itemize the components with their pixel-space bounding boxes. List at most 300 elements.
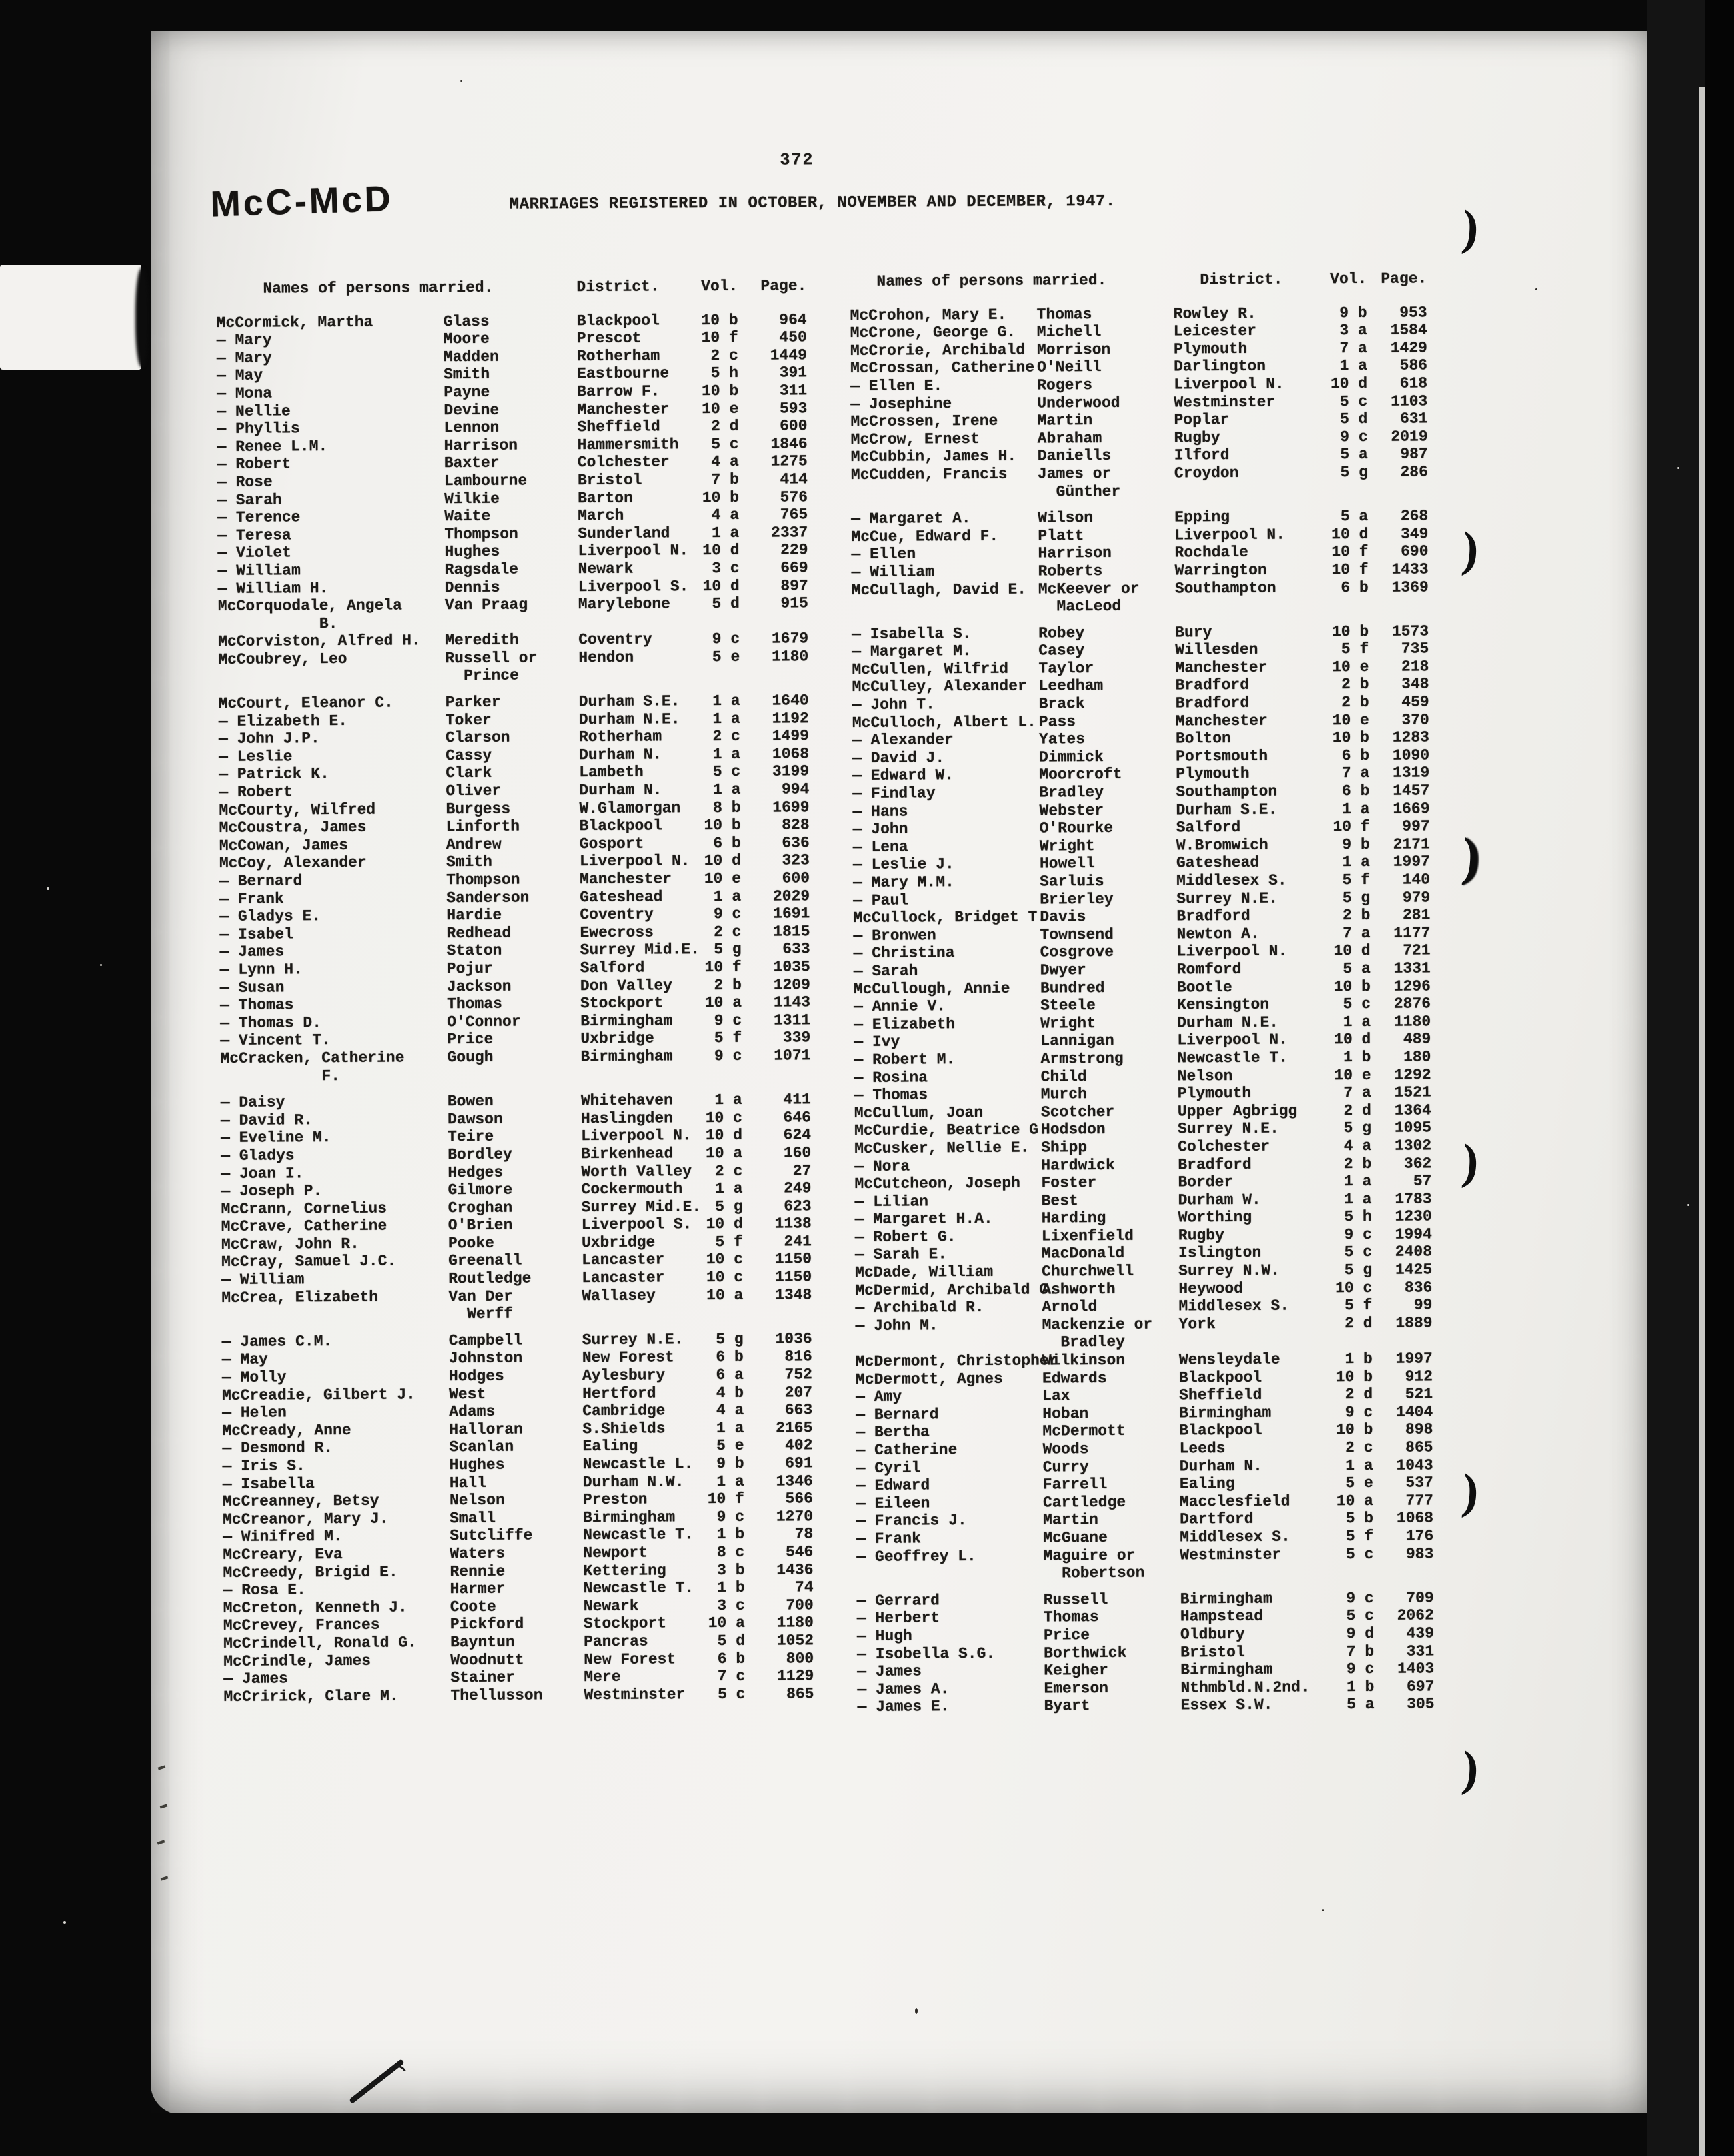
vol-cell: 1 b: [717, 1578, 745, 1597]
district-cell: Sheffield: [1179, 1386, 1262, 1404]
spouse-cell: Thomas: [446, 995, 502, 1013]
spouse-cell: Devine: [444, 401, 500, 419]
name-cell: — Catherine: [856, 1441, 958, 1459]
name-cell: — Patrick K.: [219, 765, 329, 784]
district-cell: Heywood: [1178, 1279, 1243, 1298]
district-cell: Romford: [1176, 960, 1242, 979]
name-cell: — Frank: [219, 890, 284, 908]
vol-cell: 10 f: [701, 329, 738, 347]
table-row: [855, 1314, 1442, 1353]
district-cell: Blackpool: [579, 817, 662, 835]
name-cell: McCorquodale, Angela B.: [217, 596, 403, 633]
page-cell: 74: [794, 1578, 814, 1596]
name-cell: — Edward: [856, 1476, 930, 1495]
page-cell: 765: [780, 506, 808, 524]
vol-cell: 10 d: [1330, 374, 1368, 393]
name-cell: — Hans: [852, 802, 908, 821]
district-cell: Mere: [584, 1668, 621, 1686]
vol-cell: 9 b: [716, 1454, 744, 1473]
name-cell: — William H.: [217, 579, 329, 598]
district-cell: March: [578, 506, 624, 525]
page-cell: 777: [1405, 1492, 1434, 1510]
page-cell: 1270: [776, 1508, 814, 1526]
page-cell: 721: [1403, 941, 1431, 960]
district-cell: Rugby: [1178, 1226, 1224, 1245]
page-cell: 229: [780, 541, 808, 559]
vol-cell: 2 d: [711, 418, 739, 436]
vol-cell: 1 a: [712, 692, 740, 710]
name-cell: — Rosa E.: [223, 1581, 306, 1600]
vol-cell: 6 b: [1341, 746, 1370, 764]
page-cell: 1846: [770, 435, 808, 453]
name-cell: — Robert: [217, 455, 291, 474]
name-cell: — Robert G.: [854, 1228, 956, 1246]
table-row: [852, 578, 1439, 617]
page-cell: 1302: [1394, 1137, 1432, 1155]
name-cell: — Archibald R.: [855, 1299, 984, 1317]
vol-cell: 5 h: [1344, 1208, 1372, 1226]
spouse-cell: Hall: [449, 1474, 487, 1492]
page-cell: 2408: [1395, 1243, 1433, 1261]
table-row: [856, 1545, 1443, 1584]
spouse-cell: Arnold: [1042, 1298, 1098, 1316]
spouse-cell: Routledge: [448, 1269, 532, 1288]
spouse-cell: Van Der Werff: [448, 1287, 514, 1323]
index-column-right: [850, 270, 1444, 1716]
page-cell: 2337: [771, 524, 808, 542]
name-cell: McCready, Anne: [222, 1421, 351, 1440]
vol-cell: 10 e: [1332, 658, 1369, 676]
vol-cell: 9 b: [1339, 304, 1367, 322]
name-cell: McCourty, Wilfred: [219, 800, 376, 819]
name-cell: — Margaret M.: [852, 642, 972, 661]
district-cell: Dartford: [1180, 1510, 1254, 1528]
vol-cell: 9 c: [1346, 1660, 1375, 1678]
district-cell: Willesden: [1175, 641, 1258, 659]
spouse-cell: Pass: [1038, 712, 1076, 731]
district-cell: Bootle: [1176, 978, 1232, 996]
district-cell: Cambridge: [582, 1402, 666, 1420]
spouse-cell: Scotcher: [1040, 1103, 1115, 1121]
vol-cell: 4 a: [711, 506, 740, 524]
spouse-cell: Andrew: [446, 835, 502, 853]
vol-cell: 5 f: [1345, 1527, 1374, 1546]
vol-cell: 5 g: [715, 1197, 743, 1215]
vol-cell: 2 c: [710, 346, 739, 364]
district-cell: Manchester: [1175, 658, 1268, 677]
name-cell: McCrann, Cornelius: [221, 1199, 387, 1218]
name-cell: McCullum, Joan: [854, 1103, 984, 1122]
spouse-cell: Hughes: [444, 543, 500, 561]
page-cell: 339: [782, 1029, 811, 1047]
vol-cell: 2 c: [714, 1162, 743, 1180]
dust-speck: [63, 1921, 66, 1924]
name-cell: McCulley, Alexander: [852, 678, 1027, 696]
name-cell: — Margaret H.A.: [854, 1210, 993, 1229]
table-row: [223, 1685, 824, 1706]
district-cell: Colchester: [1178, 1137, 1270, 1156]
page-cell: 1449: [770, 346, 808, 364]
vol-cell: 10 b: [701, 382, 739, 400]
page-cell: 2062: [1397, 1606, 1434, 1625]
vol-cell: 7 a: [1343, 1084, 1371, 1102]
vol-cell: 7 a: [1339, 339, 1367, 357]
district-cell: Westminster: [1174, 393, 1276, 412]
spouse-cell: Pooke: [448, 1234, 494, 1253]
name-cell: — Mona: [217, 384, 273, 402]
vol-cell: 10 d: [702, 542, 740, 560]
vol-cell: 5 c: [1345, 1545, 1374, 1563]
name-cell: — Bronwen: [853, 927, 936, 945]
name-cell: McCoubrey, Leo: [218, 650, 347, 668]
vol-cell: 1 a: [1343, 1013, 1371, 1031]
district-cell: Newcastle T.: [583, 1579, 694, 1598]
district-cell: Wensleydale: [1178, 1350, 1280, 1369]
spouse-cell: Small: [449, 1509, 496, 1527]
page-cell: 1404: [1395, 1403, 1433, 1421]
vol-cell: 5 c: [1346, 1607, 1374, 1625]
page-cell: 1192: [772, 709, 809, 728]
page-cell: 697: [1406, 1678, 1435, 1696]
district-cell: Bradford: [1175, 676, 1250, 694]
vol-cell: 5 a: [1340, 446, 1368, 464]
name-cell: McDermott, Agnes: [855, 1370, 1003, 1388]
spouse-cell: Edwards: [1042, 1369, 1107, 1388]
district-cell: York: [1178, 1315, 1216, 1333]
page-cell: 800: [786, 1649, 814, 1668]
name-cell: McCreedy, Brigid E.: [223, 1563, 398, 1582]
vol-cell: 3 b: [716, 1561, 745, 1579]
spouse-cell: Price: [447, 1031, 494, 1049]
vol-cell: 10 b: [701, 311, 738, 329]
spouse-cell: Pojur: [446, 959, 493, 978]
vol-cell: 5 e: [716, 1437, 744, 1455]
vol-cell: 5 d: [717, 1632, 746, 1650]
page-cell: 593: [779, 399, 808, 418]
vol-cell: 8 b: [713, 798, 741, 817]
name-cell: — Eileen: [856, 1494, 930, 1512]
name-cell: — Isobella S.G.: [857, 1644, 996, 1663]
district-cell: Bury: [1175, 623, 1212, 642]
page-cell: 323: [782, 851, 810, 869]
name-cell: McCubbin, James H.: [850, 448, 1017, 466]
name-cell: — Lynn H.: [219, 961, 303, 979]
name-cell: — Elizabeth: [854, 1015, 956, 1033]
vol-cell: 1 a: [1342, 800, 1370, 818]
page-cell: 402: [785, 1436, 813, 1454]
spouse-cell: Lannigan: [1040, 1032, 1114, 1050]
district-cell: Macclesfield: [1179, 1492, 1290, 1511]
name-cell: — Mary: [216, 331, 272, 350]
name-cell: McCreanor, Mary J.: [223, 1510, 389, 1528]
page-cell: 2876: [1393, 995, 1431, 1013]
district-cell: Newark: [578, 560, 634, 578]
ink-speck: [1535, 288, 1537, 290]
spouse-cell: Dimmick: [1039, 748, 1104, 766]
vol-cell: 8 c: [716, 1543, 745, 1562]
name-cell: McCourt, Eleanor C.: [218, 694, 393, 713]
district-cell: Uxbridge: [581, 1233, 656, 1251]
name-cell: — Helen: [222, 1404, 287, 1422]
name-cell: — Ivy: [854, 1033, 900, 1051]
spouse-cell: Brierley: [1040, 890, 1114, 909]
page-cell: 1129: [777, 1667, 814, 1685]
name-cell: — William: [851, 563, 934, 581]
header-spacer: [443, 278, 576, 297]
page-cell: 1043: [1396, 1456, 1433, 1474]
spouse-cell: Lambourne: [444, 472, 528, 490]
name-cell: McCullen, Wilfrid: [852, 660, 1009, 678]
name-cell: McCreton, Kenneth J.: [223, 1598, 407, 1617]
name-cell: — Mary: [216, 349, 272, 367]
page-cell: 1369: [1391, 578, 1429, 596]
spouse-cell: Coote: [450, 1598, 496, 1616]
name-cell: McCrindle, James: [223, 1652, 371, 1670]
vol-cell: 10 c: [705, 1109, 742, 1127]
spouse-cell: Casey: [1038, 642, 1085, 660]
vol-cell: 10 d: [704, 852, 741, 870]
spouse-cell: Bowen: [447, 1092, 494, 1111]
district-cell: Blackpool: [1178, 1368, 1262, 1387]
district-cell: Portsmouth: [1176, 747, 1268, 766]
district-cell: Leicester: [1173, 322, 1257, 340]
district-cell: Liverpool N.: [1174, 526, 1286, 544]
page-cell: 348: [1401, 675, 1429, 694]
column-header: [216, 277, 816, 298]
column-header: [850, 270, 1437, 290]
page-cell: 78: [794, 1525, 814, 1543]
page-cell: 2171: [1393, 835, 1430, 853]
vol-cell: 1 a: [1343, 1173, 1372, 1191]
page-cell: 964: [779, 310, 807, 329]
name-cell: — Rosina: [854, 1068, 928, 1087]
vol-cell: 9 c: [716, 1508, 745, 1526]
name-cell: McCullagh, David E.: [851, 580, 1027, 599]
page-cell: 983: [1405, 1544, 1434, 1563]
name-cell: McDade, William: [855, 1263, 994, 1282]
header-page: Page.: [760, 277, 807, 295]
spouse-cell: Hedges: [448, 1163, 504, 1181]
name-cell: — Desmond R.: [222, 1439, 333, 1458]
page-cell: 331: [1406, 1642, 1435, 1660]
name-cell: — Vincent T.: [220, 1031, 331, 1050]
district-cell: Birmingham: [580, 1047, 673, 1066]
spouse-cell: O'Neill: [1036, 358, 1102, 376]
page-cell: 623: [784, 1197, 812, 1215]
spouse-cell: Robey: [1038, 624, 1085, 642]
header-vol: Vol.: [1330, 270, 1367, 288]
page-cell: 828: [782, 816, 810, 834]
district-cell: Cockermouth: [581, 1180, 683, 1199]
page-cell: 1180: [1393, 1013, 1431, 1031]
vol-cell: 9 c: [1346, 1589, 1374, 1607]
spouse-cell: Hodsdon: [1040, 1121, 1106, 1139]
district-cell: S.Shields: [582, 1420, 666, 1438]
page-cell: 1150: [774, 1268, 812, 1286]
vol-cell: 10 c: [706, 1268, 744, 1287]
spouse-cell: Wilkinson: [1042, 1351, 1126, 1370]
district-cell: Lancaster: [581, 1251, 665, 1269]
spouse-cell: Moorcroft: [1039, 766, 1122, 784]
vol-cell: 1 a: [1342, 853, 1371, 871]
table-row: [857, 1696, 1444, 1716]
name-cell: — Thomas: [854, 1086, 928, 1105]
spouse-cell: Thellusson: [450, 1686, 543, 1704]
name-cell: — Thomas: [219, 996, 294, 1015]
name-cell: McCririck, Clare M.: [223, 1687, 399, 1706]
vol-cell: 7 a: [1343, 924, 1371, 942]
spouse-cell: Murch: [1040, 1085, 1087, 1103]
name-cell: — Leslie: [219, 748, 293, 766]
vol-cell: 10 b: [1335, 1368, 1373, 1386]
spouse-cell: McDermott: [1042, 1422, 1126, 1440]
district-cell: Ilford: [1174, 446, 1230, 464]
vol-cell: 5 d: [712, 594, 740, 613]
page-cell: 391: [779, 364, 808, 382]
spouse-cell: Bradley: [1039, 784, 1104, 802]
name-cell: McCudden, Francis: [850, 465, 1008, 484]
page-cell: 735: [1401, 640, 1429, 658]
district-cell: Birkenhead: [581, 1145, 674, 1163]
vol-cell: 3 c: [712, 559, 740, 577]
page-cell: 618: [1399, 374, 1428, 392]
spouse-cell: Bordley: [448, 1145, 512, 1164]
header-district: District.: [576, 278, 660, 296]
vol-cell: 2 c: [1345, 1438, 1373, 1457]
dust-speck: [1677, 467, 1679, 469]
district-cell: Kensington: [1176, 995, 1270, 1014]
vol-cell: 10 f: [704, 958, 742, 977]
name-cell: — Robert M.: [854, 1051, 956, 1069]
spouse-cell: Shipp: [1041, 1139, 1088, 1157]
name-cell: McCray, Samuel J.C.: [221, 1253, 397, 1271]
page-cell: 1071: [774, 1047, 811, 1065]
name-cell: McCrea, Elizabeth: [221, 1288, 379, 1307]
vol-cell: 5 f: [1344, 1297, 1373, 1315]
district-cell: Hampstead: [1180, 1608, 1264, 1626]
spouse-cell: Bayntun: [450, 1633, 515, 1652]
district-cell: Hammersmith: [577, 436, 679, 454]
district-cell: Uxbridge: [580, 1029, 654, 1048]
vol-cell: 2 d: [1345, 1314, 1373, 1332]
name-cell: McCreanney, Betsy: [222, 1492, 379, 1511]
spouse-cell: McKeever or MacLeod: [1038, 580, 1140, 616]
header-names: Names of persons married.: [876, 271, 1107, 290]
vol-cell: 3 c: [717, 1596, 745, 1614]
name-cell: — Gerrard: [856, 1592, 940, 1610]
district-cell: Surrey N.E.: [582, 1331, 684, 1349]
vol-cell: 1 a: [714, 1091, 742, 1109]
name-cell: — David J.: [852, 749, 945, 767]
page-cell: 1275: [770, 452, 808, 470]
vol-cell: 5 a: [1347, 1696, 1375, 1714]
name-cell: McCurdie, Beatrice G.: [854, 1121, 1048, 1140]
page-cell: 631: [1399, 410, 1428, 428]
vol-cell: 2 d: [1343, 1101, 1371, 1119]
district-cell: Sheffield: [577, 418, 660, 436]
page-cell: 700: [786, 1596, 814, 1614]
district-cell: Liverpool N.: [1176, 942, 1288, 961]
page-cell: 1499: [772, 727, 810, 745]
district-cell: Don Valley: [580, 976, 672, 995]
vol-cell: 6 b: [1341, 782, 1370, 800]
spouse-cell: Moore: [443, 330, 490, 348]
vol-cell: 5 g: [1342, 889, 1371, 907]
vol-cell: 4 a: [716, 1402, 744, 1420]
name-cell: — Robert: [219, 783, 293, 801]
vol-cell: 10 b: [702, 488, 740, 506]
page-cell: 865: [786, 1685, 814, 1703]
district-cell: Newcastle T.: [1177, 1049, 1288, 1067]
district-cell: Ealing: [1179, 1475, 1235, 1493]
spouse-cell: Armstrong: [1040, 1049, 1124, 1068]
name-cell: McCreadie, Gilbert J.: [222, 1386, 416, 1404]
vol-cell: 10 f: [1331, 543, 1369, 561]
district-cell: Durham N.: [1179, 1457, 1262, 1476]
vol-cell: 9 c: [1344, 1225, 1372, 1244]
spouse-cell: Farrell: [1042, 1476, 1108, 1494]
vol-cell: 5 g: [714, 941, 742, 959]
name-cell: — Joan I.: [221, 1164, 304, 1183]
header-vol: Vol.: [701, 277, 738, 296]
spouse-cell: Redhead: [446, 924, 512, 942]
name-cell: — Sarah: [853, 962, 918, 980]
name-cell: — Phyllis: [217, 420, 300, 438]
page-cell: 349: [1400, 525, 1429, 543]
page-cell: 646: [783, 1109, 811, 1127]
vol-cell: 5 f: [1342, 871, 1371, 889]
district-cell: Southampton: [1176, 782, 1278, 801]
table-row: [851, 463, 1438, 502]
page-cell: 1429: [1390, 339, 1427, 357]
spouse-cell: Taylor: [1038, 659, 1094, 678]
district-cell: Haslingden: [580, 1109, 674, 1127]
district-cell: Gateshead: [580, 888, 663, 906]
page-cell: 2029: [772, 887, 810, 905]
spouse-cell: Platt: [1038, 526, 1084, 545]
page-cell: 636: [782, 834, 810, 852]
spouse-cell: Dennis: [444, 578, 500, 596]
vol-cell: 4 a: [1343, 1137, 1372, 1155]
district-cell: Liverpool S.: [578, 577, 689, 596]
district-cell: Aylesbury: [582, 1366, 666, 1385]
name-cell: — Teresa: [217, 526, 291, 544]
spouse-cell: Clark: [446, 764, 492, 782]
spouse-cell: Leedham: [1038, 677, 1104, 695]
spouse-cell: Glass: [443, 312, 490, 330]
dust-speck: [100, 964, 102, 966]
spouse-cell: Sarluis: [1040, 873, 1104, 891]
dust-speck: [47, 887, 49, 890]
district-cell: Stockport: [583, 1614, 667, 1633]
page-cell: 624: [783, 1126, 812, 1144]
name-cell: — Violet: [217, 544, 291, 562]
name-cell: — Ellen: [851, 545, 916, 564]
district-cell: Liverpool N.: [1177, 1031, 1288, 1049]
name-cell: McCrow, Ernest: [850, 430, 980, 448]
vol-cell: 10 c: [1335, 1279, 1373, 1297]
vol-cell: 5 h: [710, 364, 739, 382]
district-cell: Salford: [1176, 819, 1241, 837]
district-cell: Epping: [1174, 508, 1230, 526]
vol-cell: 7 a: [1341, 764, 1370, 782]
spouse-cell: MacDonald: [1041, 1245, 1125, 1263]
vol-cell: 5 f: [1341, 640, 1369, 658]
district-cell: Salford: [580, 959, 645, 977]
district-cell: Surrey Mid.E.: [580, 941, 700, 959]
district-cell: Essex S.W.: [1180, 1696, 1273, 1714]
name-cell: McCormick, Martha: [216, 313, 373, 332]
